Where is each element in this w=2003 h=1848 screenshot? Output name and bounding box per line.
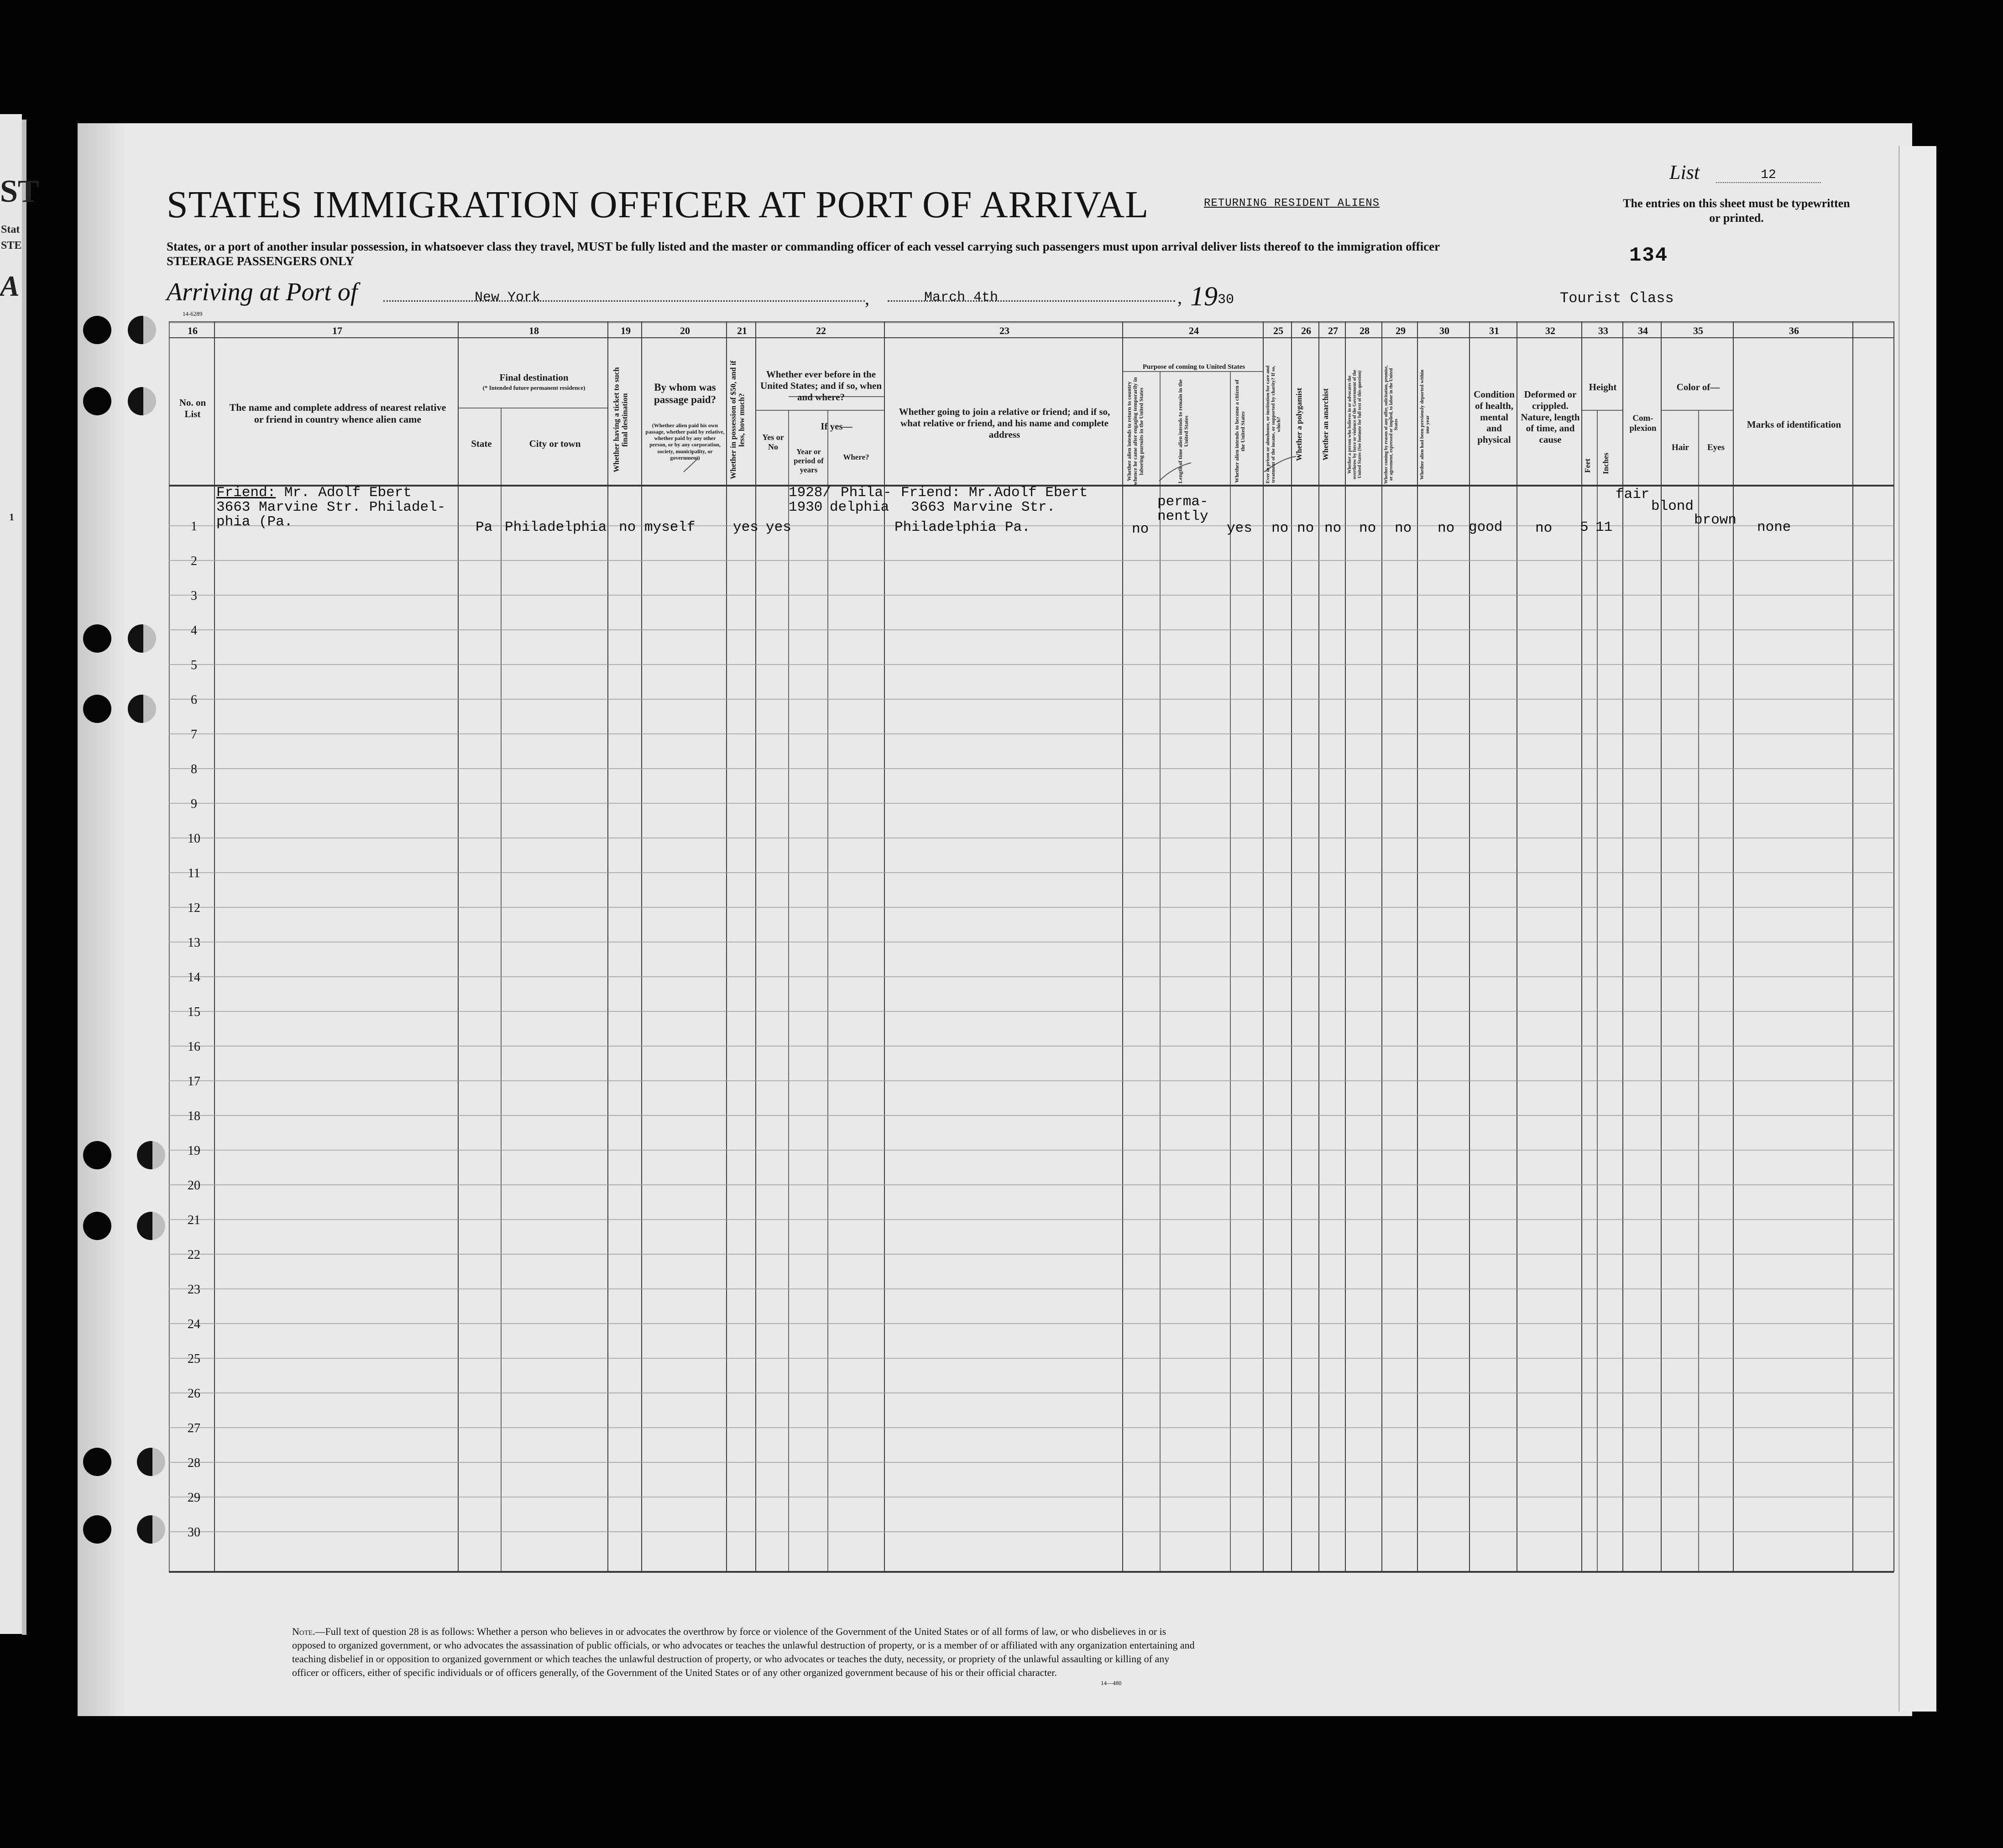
marks-value: none bbox=[1757, 519, 1791, 535]
q28-value: no bbox=[1359, 520, 1376, 536]
left-sheet-fragment: Stat bbox=[1, 224, 20, 236]
punch-hole bbox=[83, 1141, 111, 1169]
relative-address-2: phia (Pa. bbox=[216, 514, 293, 530]
row-number: 21 bbox=[188, 1213, 200, 1227]
where-value-2: delphia bbox=[830, 499, 889, 515]
row-number: 6 bbox=[191, 693, 197, 707]
arriving-label: Arriving at Port of bbox=[167, 278, 358, 306]
col-number: 35 bbox=[1693, 325, 1703, 336]
col-number: 31 bbox=[1489, 325, 1499, 336]
col-number: 18 bbox=[529, 325, 539, 336]
punch-hole bbox=[128, 316, 156, 344]
header-by-whom-paid: By whom was passage paid? bbox=[654, 382, 716, 406]
left-sheet-fragment: ST bbox=[0, 174, 39, 209]
header-where: Where? bbox=[843, 453, 869, 461]
punch-hole bbox=[83, 1212, 111, 1240]
where-value-1: Phila- bbox=[841, 485, 892, 501]
col-number: 19 bbox=[621, 325, 631, 336]
height-inches-value: 11 bbox=[1595, 519, 1613, 535]
header-condition: Condition of health, mental and physical bbox=[1474, 389, 1515, 445]
header-purpose-return: Whether alien intends to return to country whence he came after engaging temporarily in laboring pursuits in the United States bbox=[1126, 377, 1145, 486]
header-marks: Marks of identification bbox=[1747, 419, 1841, 430]
row-number: 12 bbox=[188, 901, 200, 915]
col-number: 27 bbox=[1328, 325, 1338, 336]
header-anarchist: Whether an anarchist bbox=[1321, 388, 1330, 461]
right-sheet-edge bbox=[1898, 146, 1936, 1712]
row-number: 15 bbox=[188, 1005, 200, 1019]
arrival-date: March 4th bbox=[924, 290, 999, 305]
return-intent-value: no bbox=[1132, 521, 1149, 537]
destination-state: Pa bbox=[476, 519, 493, 535]
row-number: 7 bbox=[191, 728, 197, 742]
separator: , bbox=[865, 288, 869, 309]
category-stamp: RETURNING RESIDENT ALIENS bbox=[1204, 197, 1380, 209]
row-number: 17 bbox=[188, 1074, 200, 1089]
punch-hole bbox=[137, 1141, 165, 1169]
punch-hole bbox=[128, 695, 156, 723]
footnote-label: Note. bbox=[292, 1626, 315, 1637]
relative-address-1: 3663 Marvine Str. Philadel- bbox=[216, 499, 446, 515]
relative-name: Mr. Adolf Ebert bbox=[276, 485, 412, 501]
row-number: 9 bbox=[191, 797, 197, 811]
col-number: 16 bbox=[188, 325, 198, 336]
left-sheet-fragment: A bbox=[0, 270, 20, 302]
row-number: 24 bbox=[188, 1317, 200, 1331]
row-number: 2 bbox=[191, 554, 197, 568]
header-ticket: Whether having a ticket to such final destination bbox=[612, 367, 629, 473]
punch-hole bbox=[137, 1448, 165, 1476]
citizen-value: yes bbox=[1227, 520, 1252, 536]
row-number: 28 bbox=[188, 1456, 200, 1470]
header-prison: Ever in prison or almshouse, or institution for care and treatment of the insane, or supported by charity? If so, which? bbox=[1265, 365, 1282, 484]
row-number: 26 bbox=[188, 1387, 200, 1401]
header-state: State bbox=[471, 438, 492, 449]
punch-hole bbox=[128, 387, 156, 415]
row-number: 25 bbox=[188, 1352, 200, 1366]
col-number: 22 bbox=[816, 325, 826, 336]
col-number: 36 bbox=[1789, 325, 1799, 336]
row-number: 4 bbox=[191, 623, 197, 638]
anarchist-value: no bbox=[1324, 520, 1342, 536]
row-number: 19 bbox=[188, 1144, 200, 1158]
header-if-yes: If yes— bbox=[821, 421, 852, 432]
years-value-1: 1928/ bbox=[789, 485, 832, 501]
punch-hole bbox=[83, 1448, 111, 1476]
row-number: 27 bbox=[188, 1421, 200, 1435]
col-number: 17 bbox=[332, 325, 342, 336]
col-number: 28 bbox=[1360, 325, 1370, 336]
sheet-number: 134 bbox=[1629, 244, 1668, 267]
q29-value: no bbox=[1395, 520, 1412, 536]
intro-text: States, or a port of another insular possession, in whatsoever class they travel, MUST be fully listed and the master or commanding officer of each vessel carrying such passengers must upon arrival deliver lists thereof to the immigration officer bbox=[167, 240, 1440, 253]
header-q29: Whether coming by reason of any offer, solicitation, promise, or agreement, expressed or implied, to labor in the United States bbox=[1384, 365, 1399, 484]
year-suffix: 30 bbox=[1218, 292, 1234, 308]
deformed-value: no bbox=[1535, 520, 1553, 536]
col-number: 32 bbox=[1545, 325, 1555, 336]
col-number: 34 bbox=[1638, 325, 1648, 336]
row-number: 3 bbox=[191, 589, 197, 603]
header-feet: Feet bbox=[1583, 458, 1592, 473]
steerage-note: STEERAGE PASSENGERS ONLY bbox=[167, 254, 355, 268]
header-inches: Inches bbox=[1601, 452, 1610, 474]
paid-by-value: myself bbox=[644, 519, 696, 535]
footnote bbox=[292, 1625, 1196, 1680]
header-height: Height bbox=[1589, 382, 1617, 393]
list-number: 12 bbox=[1716, 168, 1821, 183]
page-title: STATES IMMIGRATION OFFICER AT PORT OF ARRIVAL bbox=[167, 183, 1149, 226]
joining-value-1: Friend: Mr.Adolf Ebert bbox=[901, 485, 1088, 501]
row-number: 23 bbox=[188, 1283, 200, 1297]
header-purpose-citizen: Whether alien intends to become a citizen of the United States bbox=[1234, 379, 1246, 483]
footnote-text: —Full text of question 28 is as follows: Whether a person who believes in or advocates the overthrow by force or violence of the Government of the United States or of all forms of law, or who disbelieves in or is opposed to organized government, or who advocates the assassination of public officials, or who advocates or teaches the unlawful destruction of property, or is a member of or affiliated with any organization entertaining and teaching disbelief in or opposition to organized government or which teaches the unlawful destruction of property, or who advocates or teaches the duty, necessity, or propriety of the unlawful assaulting or killing of any officer or officers, either of specific individuals or of officers generally, of the Government of the United States or of any other organized government because of his or their official character. bbox=[292, 1626, 1195, 1678]
row-number: 13 bbox=[188, 936, 200, 950]
complexion-value: fair bbox=[1616, 487, 1650, 503]
punch-hole bbox=[83, 624, 111, 653]
left-sheet-edge bbox=[0, 114, 22, 1634]
header-q28: Whether a person who believes in or advocates the overthrow by force or violence of the Government of the United States (See footnote for full text of this question) bbox=[1347, 370, 1362, 479]
header-complexion: Com-plexion bbox=[1629, 414, 1657, 434]
header-by-whom-note: (Whether alien paid his own passage, whether paid by relative, whether paid by any other person, or by any corporation, society, municipality, or government) bbox=[645, 422, 725, 461]
height-feet-value: 5 bbox=[1580, 519, 1589, 535]
hair-value: blond bbox=[1651, 498, 1694, 514]
header-ever-before: Whether ever before in the United States; and if so, when and where? bbox=[760, 369, 882, 403]
header-city: City or town bbox=[529, 438, 581, 449]
relative-name-line bbox=[216, 485, 412, 501]
header-yes-or-no: Yes or No bbox=[762, 433, 784, 452]
row-number: 29 bbox=[188, 1491, 200, 1505]
header-q30: Whether alien had been previously deported within one year bbox=[1419, 369, 1431, 480]
year-prefix: 19 bbox=[1190, 281, 1218, 311]
col-number: 29 bbox=[1396, 325, 1406, 336]
punch-hole bbox=[137, 1212, 165, 1240]
header-year-or-period: Year or period of years bbox=[794, 447, 824, 475]
header-polygamist: Whether a polygamist bbox=[1295, 387, 1303, 461]
row-number: 16 bbox=[188, 1040, 200, 1054]
punch-hole bbox=[128, 624, 156, 653]
left-sheet-fragment: 1 bbox=[9, 511, 14, 523]
prison-value: no bbox=[1271, 520, 1289, 536]
col-number: 30 bbox=[1439, 325, 1449, 336]
col-number: 33 bbox=[1598, 325, 1608, 336]
header-no-on-list: No. on List bbox=[179, 397, 206, 419]
header-eyes: Eyes bbox=[1707, 443, 1725, 452]
eyes-value: brown bbox=[1694, 512, 1737, 528]
punch-hole bbox=[83, 387, 111, 415]
punch-hole bbox=[83, 1515, 111, 1544]
col-number: 21 bbox=[737, 325, 747, 336]
header-color-of: Color of— bbox=[1676, 382, 1720, 393]
list-label: List bbox=[1669, 161, 1700, 183]
separator: , bbox=[1177, 287, 1182, 308]
col-number: 20 bbox=[680, 325, 690, 336]
row-number: 30 bbox=[188, 1525, 200, 1539]
form-code: 14-6289 bbox=[183, 310, 203, 317]
punch-hole bbox=[83, 316, 111, 344]
port-fill-line bbox=[383, 300, 865, 302]
joining-value-3: Philadelphia Pa. bbox=[894, 519, 1030, 535]
port-value: New York bbox=[475, 290, 541, 305]
header-hair: Hair bbox=[1672, 443, 1689, 452]
header-purpose: Purpose of coming to United States bbox=[1142, 363, 1245, 371]
row-number: 8 bbox=[191, 762, 197, 776]
header-nearest-relative: The name and complete address of nearest relative or friend in country whence alien came bbox=[229, 402, 446, 425]
money-value: yes bbox=[733, 519, 758, 535]
punch-hole bbox=[83, 695, 111, 723]
col-number: 23 bbox=[999, 325, 1009, 336]
row-number: 10 bbox=[188, 832, 200, 846]
polygamist-value: no bbox=[1297, 520, 1314, 536]
row-number: 14 bbox=[188, 970, 200, 984]
left-sheet-shadow bbox=[22, 120, 26, 1635]
years-value-2: 1930 bbox=[789, 499, 823, 515]
col-number: 24 bbox=[1189, 325, 1199, 336]
header-money: Whether in possession of $50, and if less, how much? bbox=[729, 361, 746, 479]
q30-value: no bbox=[1438, 520, 1455, 536]
footer-form-code: 14—480 bbox=[1101, 1680, 1122, 1686]
destination-city: Philadelphia bbox=[505, 519, 607, 535]
header-final-destination: Final destination bbox=[499, 372, 569, 383]
length-value-2: nently bbox=[1157, 508, 1208, 524]
ever-before-value: yes bbox=[766, 519, 791, 535]
row-number: 20 bbox=[188, 1178, 200, 1193]
punch-hole bbox=[137, 1515, 165, 1544]
header-purpose-length: Length of time alien intends to remain in the United States bbox=[1177, 379, 1190, 483]
relative-label: Friend: bbox=[216, 485, 276, 501]
health-value: good bbox=[1469, 519, 1503, 535]
length-value-1: perma- bbox=[1157, 494, 1208, 510]
col-number: 25 bbox=[1273, 325, 1283, 336]
header-deformed: Deformed or crippled. Nature, length of time, and cause bbox=[1521, 389, 1580, 445]
header-joining: Whether going to join a relative or friend; and if so, what relative or friend, and his name and complete address bbox=[899, 406, 1110, 440]
ticket-value: no bbox=[619, 519, 636, 535]
travel-class: Tourist Class bbox=[1560, 290, 1674, 307]
row-number: 22 bbox=[188, 1248, 200, 1262]
row-number: 1 bbox=[191, 519, 197, 534]
row-number: 5 bbox=[191, 658, 197, 672]
left-sheet-fragment: STE bbox=[1, 240, 22, 251]
joining-value-2: 3663 Marvine Str. bbox=[911, 499, 1056, 515]
page-fold-shadow bbox=[78, 123, 128, 1716]
col-number: 26 bbox=[1301, 325, 1311, 336]
header-final-destination-note: (* Intended future permanent residence) bbox=[482, 384, 586, 391]
typewritten-note: The entries on this sheet must be typewritten or printed. bbox=[1623, 197, 1850, 225]
row-number: 11 bbox=[188, 866, 200, 880]
row-number: 18 bbox=[188, 1109, 200, 1123]
